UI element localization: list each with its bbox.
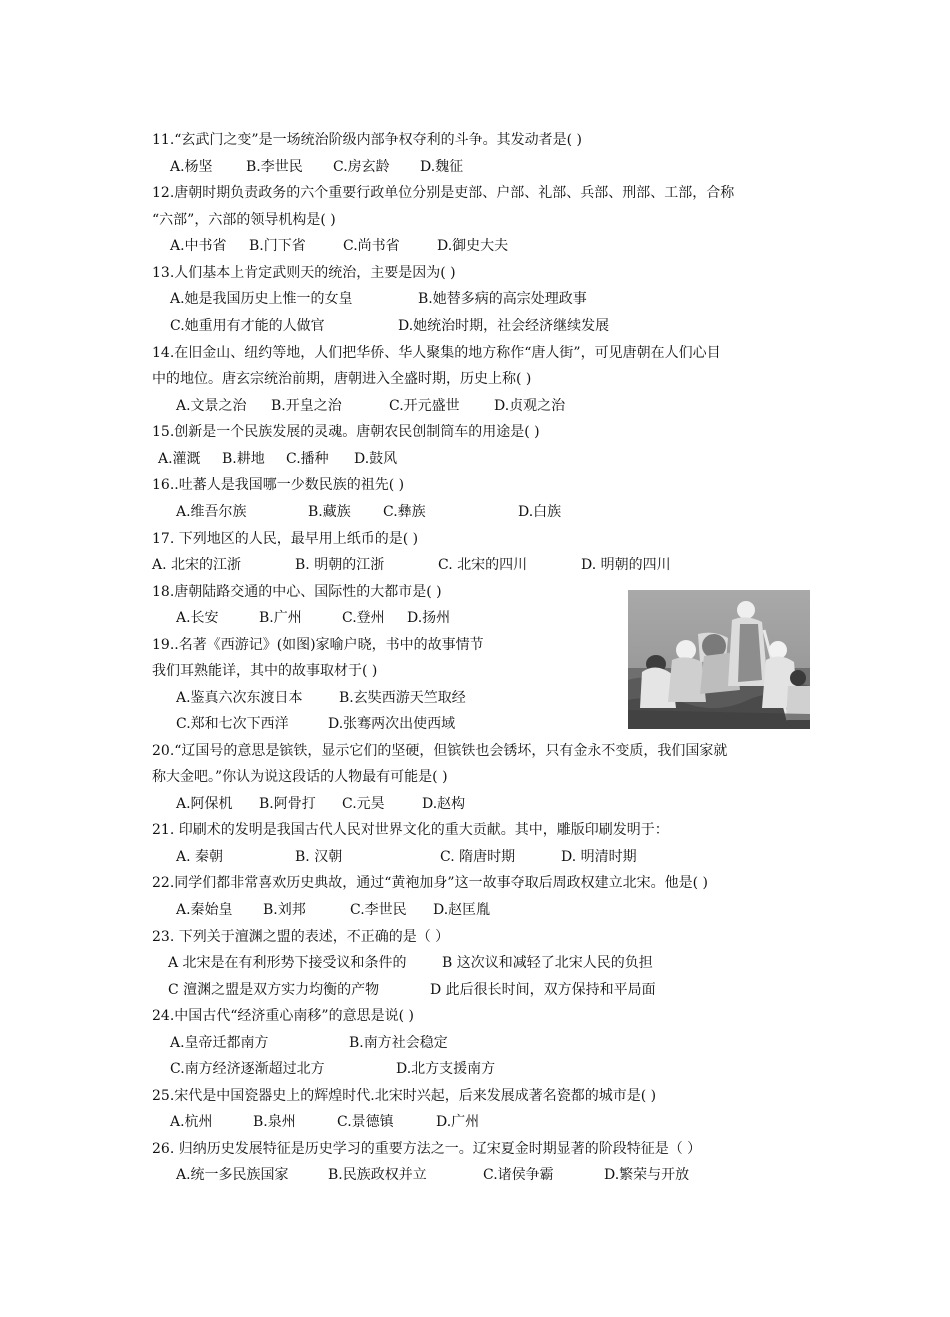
q20-option-b: B.阿骨打 <box>259 796 316 812</box>
q19-option-c: C.郑和七次下西洋 <box>176 716 289 732</box>
question-20-stem-cont: 称大金吧。”你认为说这段话的人物最有可能是( ) <box>152 769 448 785</box>
q12-option-c: C.尚书省 <box>343 238 400 254</box>
question-20-stem: 20.“辽国号的意思是镔铁，显示它们的坚硬，但镔铁也会锈坏，只有金永不变质，我们国家就 <box>152 743 728 759</box>
q11-option-b: B.李世民 <box>246 159 303 175</box>
q21-option-a: A. 秦朝 <box>176 849 224 865</box>
question-12-stem-cont: “六部”，六部的领导机构是( ) <box>152 212 336 228</box>
q15-option-b: B.耕地 <box>222 451 265 467</box>
q13-option-a: A.她是我国历史上惟一的女皇 <box>170 291 353 307</box>
q17-option-c: C. 北宋的四川 <box>438 557 528 573</box>
q20-option-c: C.元昊 <box>342 796 385 812</box>
q21-option-c: C. 隋唐时期 <box>440 849 516 865</box>
question-15-stem: 15.创新是一个民族发展的灵魂。唐朝农民创制筒车的用途是( ) <box>152 424 540 440</box>
question-22-stem: 22.同学们都非常喜欢历史典故，通过“黄袍加身”这一故事夺取后周政权建立北宋。他是( ) <box>152 875 708 891</box>
q14-option-c: C.开元盛世 <box>389 398 460 414</box>
question-19-stem-cont: 我们耳熟能详，其中的故事取材于( ) <box>152 663 378 679</box>
q26-option-d: D.繁荣与开放 <box>604 1167 690 1183</box>
q25-option-c: C.景德镇 <box>337 1114 394 1130</box>
q26-option-a: A.统一多民族国家 <box>176 1167 289 1183</box>
q15-option-c: C.播种 <box>286 451 329 467</box>
q24-option-d: D.北方支援南方 <box>396 1061 496 1077</box>
q15-option-d: D.鼓风 <box>354 451 398 467</box>
q11-option-a: A.杨坚 <box>170 159 213 175</box>
question-23-stem: 23. 下列关于澶渊之盟的表述，不正确的是（ ） <box>152 929 450 945</box>
q18-option-b: B.广州 <box>259 610 302 626</box>
q22-option-d: D.赵匡胤 <box>433 902 491 918</box>
q17-option-d: D. 明朝的四川 <box>581 557 671 573</box>
question-26-stem: 26. 归纳历史发展特征是历史学习的重要方法之一。辽宋夏金时期显著的阶段特征是（ ） <box>152 1141 702 1157</box>
question-14-stem: 14.在旧金山、纽约等地，人们把华侨、华人聚集的地方称作“唐人街”，可见唐朝在人们心目 <box>152 345 721 361</box>
q25-option-a: A.杭州 <box>170 1114 213 1130</box>
q16-option-b: B.藏族 <box>308 504 351 520</box>
question-25-stem: 25.宋代是中国瓷器史上的辉煌时代.北宋时兴起，后来发展成著名瓷都的城市是( ) <box>152 1088 657 1104</box>
question-12-stem: 12.唐朝时期负责政务的六个重要行政单位分别是吏部、户部、礼部、兵部、刑部、工部，合称 <box>152 185 735 201</box>
q26-option-c: C.诸侯争霸 <box>483 1167 554 1183</box>
q24-option-c: C.南方经济逐渐超过北方 <box>170 1061 325 1077</box>
q13-option-c: C.她重用有才能的人做官 <box>170 318 325 334</box>
q11-option-c: C.房玄龄 <box>333 159 390 175</box>
journey-to-the-west-photo <box>628 590 810 729</box>
q19-option-a: A.鉴真六次东渡日本 <box>176 690 303 706</box>
q14-option-a: A.文景之治 <box>176 398 247 414</box>
q21-option-d: D. 明清时期 <box>561 849 637 865</box>
q12-option-a: A.中书省 <box>170 238 227 254</box>
q11-option-d: D.魏征 <box>420 159 464 175</box>
q20-option-d: D.赵构 <box>422 796 466 812</box>
q18-option-c: C.登州 <box>342 610 385 626</box>
q19-option-d: D.张骞两次出使西域 <box>328 716 456 732</box>
q22-option-b: B.刘邦 <box>263 902 306 918</box>
question-14-stem-cont: 中的地位。唐玄宗统治前期，唐朝进入全盛时期，历史上称( ) <box>152 371 532 387</box>
q18-option-a: A.长安 <box>176 610 219 626</box>
question-24-stem: 24.中国古代“经济重心南移”的意思是说( ) <box>152 1008 414 1024</box>
question-13-stem: 13.人们基本上肯定武则天的统治，主要是因为( ) <box>152 265 456 281</box>
q14-option-b: B.开皇之治 <box>271 398 342 414</box>
question-19-stem: 19..名著《西游记》(如图)家喻户晓，书中的故事情节 <box>152 637 484 653</box>
q18-option-d: D.扬州 <box>407 610 451 626</box>
question-16-stem: 16..吐蕃人是我国哪一少数民族的祖先( ) <box>152 477 405 493</box>
q25-option-d: D.广州 <box>436 1114 480 1130</box>
q13-option-d: D.她统治时期，社会经济继续发展 <box>398 318 610 334</box>
q12-option-d: D.御史大夫 <box>437 238 509 254</box>
q14-option-d: D.贞观之治 <box>494 398 566 414</box>
question-21-stem: 21. 印刷术的发明是我国古代人民对世界文化的重大贡献。其中，雕版印刷发明于： <box>152 822 669 838</box>
q20-option-a: A.阿保机 <box>176 796 233 812</box>
q25-option-b: B.泉州 <box>253 1114 296 1130</box>
q22-option-a: A.秦始皇 <box>176 902 233 918</box>
q24-option-b: B.南方社会稳定 <box>349 1035 448 1051</box>
q17-option-b: B. 明朝的江浙 <box>295 557 385 573</box>
q16-option-d: D.白族 <box>518 504 562 520</box>
q16-option-a: A.维吾尔族 <box>176 504 247 520</box>
q23-option-d: D 此后很长时间，双方保持和平局面 <box>430 982 656 998</box>
q13-option-b: B.她替多病的高宗处理政事 <box>418 291 587 307</box>
question-18-stem: 18.唐朝陆路交通的中心、国际性的大都市是( ) <box>152 584 442 600</box>
q23-option-b: B 这次议和减轻了北宋人民的负担 <box>442 955 653 971</box>
q23-option-c: C 澶渊之盟是双方实力均衡的产物 <box>168 982 380 998</box>
q26-option-b: B.民族政权并立 <box>328 1167 427 1183</box>
q22-option-c: C.李世民 <box>350 902 407 918</box>
q19-option-b: B.玄奘西游天竺取经 <box>339 690 466 706</box>
q21-option-b: B. 汉朝 <box>295 849 343 865</box>
q15-option-a: A.灌溉 <box>158 451 201 467</box>
q17-option-a: A. 北宋的江浙 <box>152 557 242 573</box>
q16-option-c: C.彝族 <box>383 504 426 520</box>
q24-option-a: A.皇帝迁都南方 <box>170 1035 269 1051</box>
question-11-stem: 11.“玄武门之变”是一场统治阶级内部争权夺利的斗争。其发动者是( ) <box>152 132 582 148</box>
q12-option-b: B.门下省 <box>249 238 306 254</box>
question-17-stem: 17. 下列地区的人民，最早用上纸币的是( ) <box>152 531 419 547</box>
q23-option-a: A 北宋是在有利形势下接受议和条件的 <box>168 955 407 971</box>
